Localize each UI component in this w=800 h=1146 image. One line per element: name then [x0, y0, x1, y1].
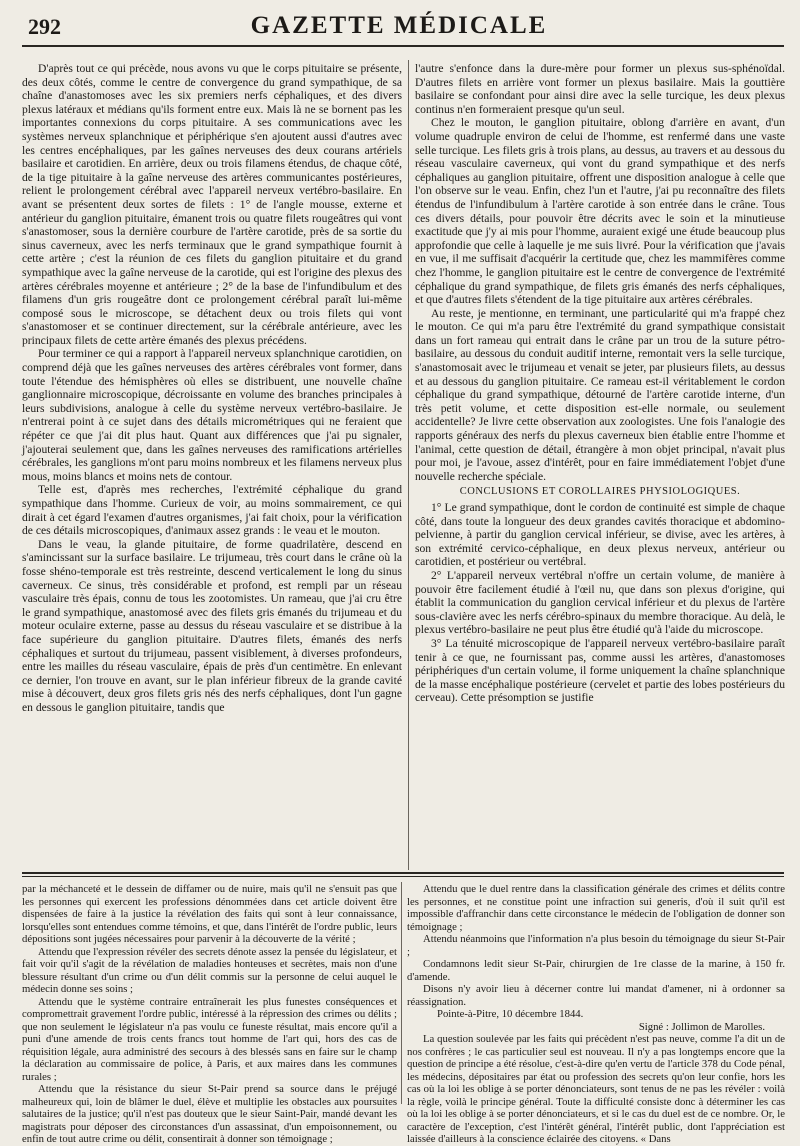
section-heading: CONCLUSIONS ET COROLLAIRES PHYSIOLOGIQUES. — [459, 486, 741, 498]
paragraph: Chez le mouton, le ganglion pituitaire, oblong d'arrière en avant, d'un volume quadruple environ de celui de l'homme, est renfermé dans une vaste selle turcique. Les filets gris à trois plans, au dessus, au travers et au dessous du réseau vasculaire caverneux, qui vont du grand sympathique et des nerfs céphaliques au ganglion pituitaire, offrent une disposition analogue à celle que l'on observe sur le veau. Enfin, chez l'un et l'autre, j'ai pu reconnaître des filets étendus de l'infundibulum à l'artère carotide à son entrée dans le crâne. Tous ces divers détails, pour pouvoir être décrits avec le soin et la minutieuse exactitude que j'y ai mis pour l'homme, auraient exigé une étude beaucoup plus approfondie que celle à laquelle je me suis livré. Pour la vérification que j'avais en vue, il me suffisait d'acquérir la certitude que, chez les mammifères comme chez l'homme, le ganglion pituitaire est le centre de convergence de l'extrémité céphalique du grand sympathique, de filets gris émanés des nerfs céphaliques, et que d'autres filets s'étendent de la tige pituitaire aux artères cérébrales. — [415, 116, 785, 307]
bottom-column-right — [407, 883, 785, 1145]
paragraph: Condamnons ledit sieur St-Pair, chirurgien de 1re classe de la marine, à 150 fr. d'amende. — [407, 958, 785, 983]
paragraph: Au reste, je mentionne, en terminant, une particularité qui m'a frappé chez le mouton. Ce qui m'a paru être l'extrémité du grand sympathique consistait dans un fort rameau qui entrait dans le crâne par un trou de la suture pétro-basilaire, au dessous du conduit auditif interne, remontait vers la selle turcique, s'anastomosait avec le trijumeau et venait se jeter, par plusieurs filets, au dessus et au dessous du ganglion pituitaire. Ce rameau est-il véritablement le cordon céphalique du grand sympathique, détourné de l'artère carotide interne, d'un très petit volume, et cette disposition est-elle normale, ou seulement accidentelle? Je livre cette observation aux zoologistes. Une fois l'analogie des rapports généraux des nerfs du plexus caverneux bien établie entre l'homme et l'animal, cette question de détail, étrangère à mon objet principal, n'avait plus pour moi, je l'avoue, assez d'intérêt, pour en faire immédiatement l'objet d'une nouvelle recherche spéciale. — [415, 306, 785, 483]
paragraph: par la méchanceté et le dessein de diffamer ou de nuire, mais qu'il ne s'ensuit pas que les personnes qui exercent les professions dénommées dans cet article doivent être dispensées de faire à la justice la révélation des faits qui sont à leur connaissance, lorsqu'elles sont entendues comme témoins, et que, dans l'intérêt de l'ordre public, leurs dépositions sont jugées nécessaires pour parvenir à la découverte de la vérité ; — [22, 883, 397, 945]
paragraph: Dans le veau, la glande pituitaire, de forme quadrilatère, descend en s'amincissant sur la surface basilaire. Le trijumeau, très court dans le crâne où la fosse shéno-temporale est très restreinte, descend verticalement le long du sinus caverneux. Ce sinus, très considérable et profond, est rempli par un réseau vasculaire très épais, connu de tous les zootomistes. Un rameau, que j'ai cru être le grand sympathique, anastomosé avec des filets gris émanés du trijumeau et du moteur oculaire externe, passe au dessus du réseau vasculaire et se distribue à la face supérieure du ganglion pituitaire. D'autres filets, émanés des nerfs céphaliques et surtout du trijumeau, passent visiblement, à diverses profondeurs, entre les mailles du réseau vasculaire, épais de près d'un centimètre. En enlevant ce dernier, l'on trouve en avant, sur le plan inférieur fibreux de la grande cavité mise à découvert, deux gros filets gris nés des nerfs céphaliques, dont l'un gagne en dessous le ganglion pituitaire, tandis que — [22, 537, 402, 714]
paragraph: Pour terminer ce qui a rapport à l'appareil nerveux splanchnique carotidien, on comprend déjà que les gaînes nerveuses des artères cérébrales vont former, dans toute l'étendue des hémisphères où elles se distribuent, une nouvelle chaîne ganglionnaire microscopique, décroissante en volume des branches principales à leurs subdivisions, analogue à celle du système nerveux vertébro-basilaire. Je n'entrerai point à ce sujet dans des détails micrométriques qui ne feraient que répéter ce que j'ai dit plus haut. Quant aux différences que j'ai pu signaler, j'ajouterai seulement que, dans les gaînes nerveuses des ramifications artérielles cérébrales, les ganglions m'ont paru moins nombreux et les filamens nerveux plus mous, moins blancs et moins nets de contour. — [22, 347, 402, 483]
paragraph: Attendu que le duel rentre dans la classification générale des crimes et délits contre les personnes, et ne constitue point une infraction sui generis, d'où il suit qu'il est impossible d'affranchir dans cette circonstance le médecin de l'obligation de donner son témoignage ; — [407, 883, 785, 933]
paragraph: D'après tout ce qui précède, nous avons vu que le corps pituitaire se présente, des deux côtés, comme le centre de convergence du grand sympathique, de sa chaîne d'anastomoses avec les six premiers nerfs céphaliques, et des divers plexus latéraux et médians qu'ils forment entre eux. Mais là ne se bornent pas les importantes connexions du corps pituitaire. A ses communications avec les systèmes nerveux splanchnique et périphérique s'en ajoutent aussi d'autres avec les centres encéphaliques, par les gaînes nerveuses des deux courans artériels basilaire et carotidien. En arrière, deux ou trois filamens étendus, de chaque côté, de la tige pituitaire à la gaîne nerveuse des artères communicantes postérieures, relient le prolongement cérébral avec l'appareil nerveux vertébro-basilaire. En avant se présentent deux sortes de filets : 1° de l'angle mousse, externe et antérieur du ganglion pituitaire, émanent trois ou quatre filets rougeâtres qui vont s'anastomoser, sous la dernière courbure de l'artère carotide, près de sa sortie du sinus caverneux, avec les nerfs terminaux que le grand sympathique fournit à cette artère ; c'est la réunion de ces filets du ganglion pituitaire et du grand sympathique avec la gaîne nerveuse de la carotide, qui est l'origine des plexus des artères cérébrales moyenne et antérieure ; 2° de la base de l'infundibulum et des filamens d'un gris rougeâtre dont ce prolongement cérébral paraît lui-même composé sous le microscope, se détachent deux ou trois filets qui vont s'anastomoser et se continuer directement, sur la cérébrale antérieure, avec les principaux filets de cette artère émanés des plexus précédens. — [22, 62, 402, 347]
section-rule — [22, 872, 784, 874]
dateline: Pointe-à-Pitre, 10 décembre 1844. — [437, 1008, 584, 1020]
section-rule-thin — [22, 876, 784, 877]
paragraph: Telle est, d'après mes recherches, l'extrémité céphalique du grand sympathique dans l'homme. Curieux de voir, au moins sommairement, ce qui dirait à cet égard l'examen d'autres organismes, j'ai fait choix, pour la vérification de ces détails microscopiques, d'animaux assez grands : le veau et le mouton. — [22, 483, 402, 538]
paragraph: Disons n'y avoir lieu à décerner contre lui mandat d'amener, ni à ordonner sa réassignation. — [407, 983, 785, 1008]
paragraph: Attendu néanmoins que l'information n'a plus besoin du témoignage du sieur St-Pair ; — [407, 933, 785, 958]
paragraph: Attendu que l'expression révéler des secrets dénote assez la pensée du législateur, et fait voir qu'il s'agit de la révélation de maladies honteuses et secrètes, mais non d'une blessure résultant d'un crime ou d'un délit commis sur la personne de celui auquel le médecin donne ses soins ; — [22, 945, 397, 995]
masthead-title: GAZETTE MÉDICALE — [250, 12, 548, 39]
page-number: 292 — [28, 14, 61, 39]
page-header — [14, 12, 784, 42]
signature: Signé : Jollimon de Marolles. — [638, 1020, 765, 1033]
paragraph: l'autre s'enfonce dans la dure-mère pour former un plexus sus-sphénoïdal. D'autres filets en arrière vont former un plexus basilaire. Mais la gouttière basilaire se confondant pour ainsi dire avec la selle turcique, les deux plexus continus n'en formeraient presque qu'un seul. — [415, 62, 785, 116]
article-column-left — [22, 62, 402, 870]
paragraph: 1° Le grand sympathique, dont le cordon de continuité est simple de chaque côté, dans toute la longueur des deux grandes cavités thoracique et abdomino-pelvienne, à partir du ganglion cervical inférieur, se divise, avec les artères, à son extrémité cervico-céphalique, en deux plexus nerveux, antérieur ou carotidien, et postérieur ou vertébral. — [415, 501, 785, 569]
column-divider — [408, 60, 409, 870]
column-divider-bottom — [401, 882, 402, 1104]
paragraph: Attendu que le système contraire entraînerait les plus funestes conséquences et compromettrait gravement l'ordre public, intéressé à la répression des crimes ou délits ; que non seulement le législateur n'a pas voulu ce funeste résultat, mais encore qu'il a puni d'une amende de trois cents francs tout homme de l'art qui, hors des cas de réquisition légale, aura administré des secours à des blessés sans en faire sur le champ la déclaration au commissaire de police, à Paris, et aux maires dans les communes rurales ; — [22, 995, 397, 1083]
paragraph: 2° L'appareil nerveux vertébral n'offre un certain volume, de manière à pouvoir être facilement étudié à l'œil nu, que dans son plexus d'origine, qui établit la communication du ganglion cervical inférieur et du plexus de l'artère sous-clavière avec les nerfs cérébro-spinaux du membre thoracique. Au delà, le plexus vertébro-basilaire ne peut plus être étudié qu'à l'aide du microscope. — [415, 568, 785, 637]
header-rule — [22, 45, 784, 47]
paragraph: 3° La ténuité microscopique de l'appareil nerveux vertébro-basilaire paraît tenir à ce que, ne fournissant pas, comme aussi les artères, d'anastomoses périphériques d'un certain volume, il forme uniquement la chaîne splanchnique de la masse encéphalique postérieure (cervelet et partie des lobes postérieurs du cerveau). Cette présomption se justifie — [415, 636, 785, 705]
bottom-column-left — [22, 883, 397, 1145]
paragraph: La question soulevée par les faits qui précèdent n'est pas neuve, comme l'a dit un de nos confrères ; le cas particulier seul est nouveau. Il n'y a pas longtemps encore que la question de principe a été résolue, c'est-à-dire qu'en vertu de l'article 378 du Code pénal, les médecins, dépositaires par état ou profession des secrets qu'on leur confie, hors les cas où la loi les oblige à se porter dénonciateurs, sont tenus de ne pas les révéler : voilà la règle, voilà le principe général. Toute la difficulté consiste donc à déterminer les cas où la loi les oblige à se porter dénonciateurs, et si le cas du duel est de ce nombre. Or, le caractère de l'exception, c'est l'intérêt général, l'intérêt public, dont l'appréciation est laissée d'ailleurs à la conscience éclairée des citoyens. « Dans — [407, 1033, 785, 1145]
article-column-right — [415, 62, 785, 870]
paragraph: Attendu que la résistance du sieur St-Pair prend sa source dans le préjugé malheureux qui, loin de blâmer le duel, élève et multiplie les obstacles aux poursuites salutaires de la justice; qu'il n'est pas douteux que le sieur Saint-Pair, mandé devant les magistrats pour déposer des circonstances d'un assassinat, d'un empoisonnement, ou enfin de tout autre crime ou délit, consentirait à donner son témoignage ; — [22, 1083, 397, 1145]
